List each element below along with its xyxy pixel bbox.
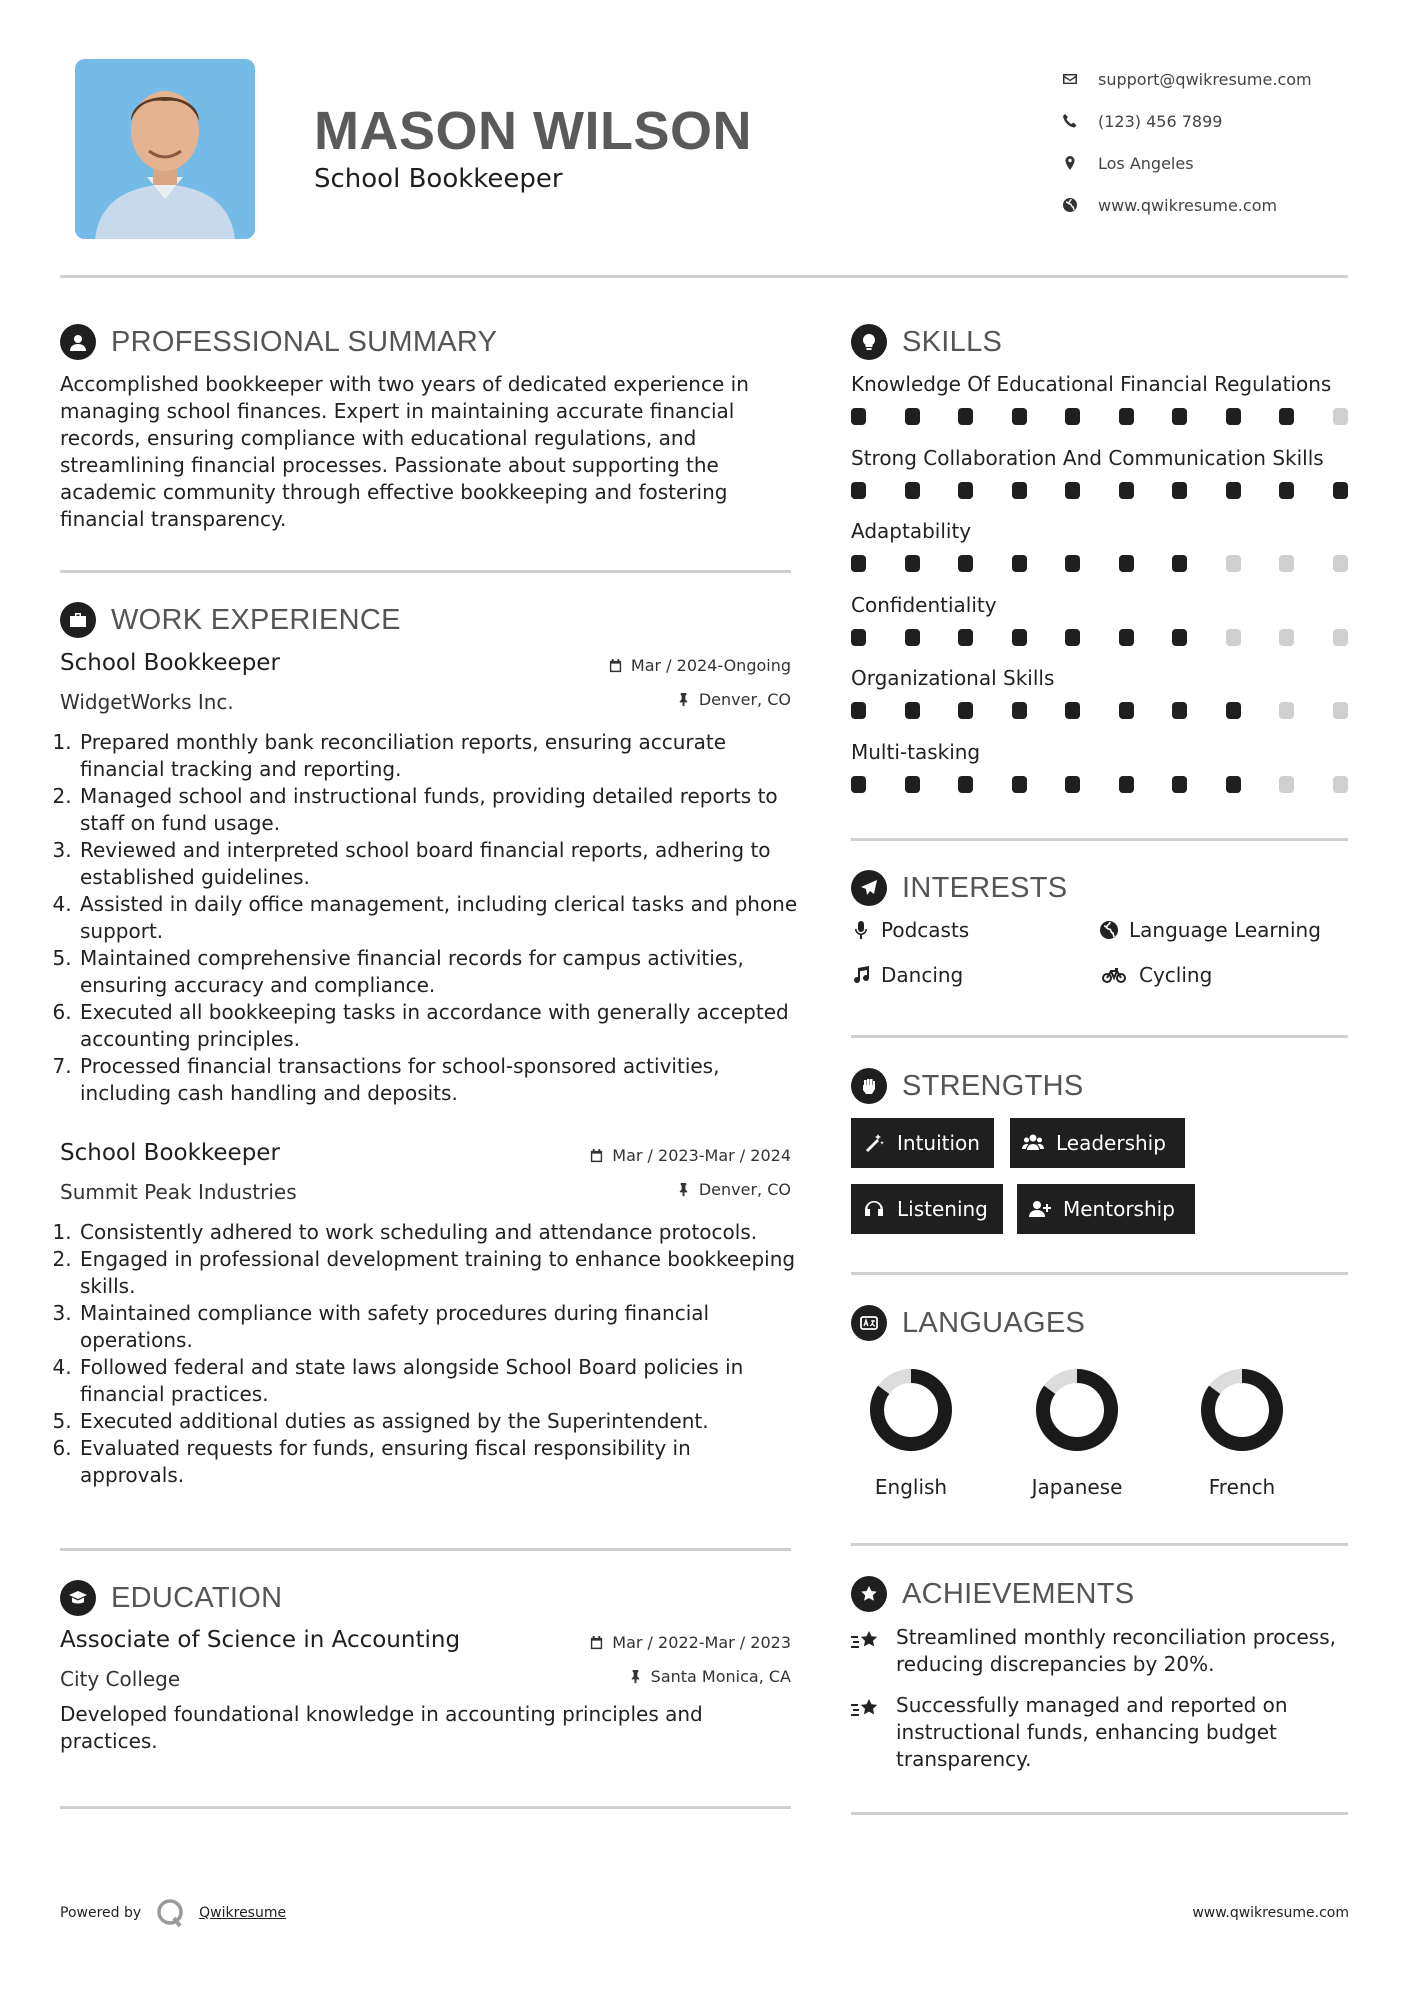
rating-dot: [905, 776, 920, 793]
rating-dot: [905, 555, 920, 572]
rating-dot: [1333, 555, 1348, 572]
strength-label: Leadership: [1056, 1131, 1166, 1155]
rating-dot: [1226, 702, 1241, 719]
strengths-heading: [851, 1068, 1084, 1104]
microphone-icon: [851, 920, 871, 940]
language-name: English: [874, 1475, 948, 1499]
contact-email[interactable]: [1062, 58, 1312, 100]
strengths-divider: [851, 1272, 1348, 1275]
rating-dot: [1279, 702, 1294, 719]
skills-heading: [851, 324, 1002, 360]
contact-website-text: www.qwikresume.com: [1098, 195, 1278, 215]
email-icon: [1062, 71, 1098, 87]
skill-rating: [851, 702, 1348, 719]
achievement-text: Streamlined monthly reconciliation process, reducing discrepancies by 20%.: [896, 1625, 1336, 1676]
calendar-icon: [589, 1148, 604, 1163]
rating-dot: [1172, 776, 1187, 793]
skill-item: [851, 666, 1348, 719]
job-date: [589, 1146, 791, 1165]
qwikresume-link[interactable]: Qwikresume: [199, 1905, 287, 1921]
location-icon: [1062, 155, 1098, 171]
language-proficiency-ring: [1197, 1365, 1287, 1455]
pin-icon: [676, 692, 691, 707]
graduation-icon: [60, 1580, 96, 1616]
rating-dot: [1333, 776, 1348, 793]
summary-heading-text: PROFESSIONAL SUMMARY: [111, 325, 498, 358]
rating-dot: [1172, 629, 1187, 646]
rating-dot: [851, 555, 866, 572]
globe-icon: [1099, 920, 1119, 940]
job-title: School Bookkeeper: [60, 650, 280, 676]
users-icon: [1022, 1132, 1044, 1154]
strength-tag: [1017, 1184, 1195, 1234]
paper-plane-icon: [851, 870, 887, 906]
duty-item: 4. Assisted in daily office management, including clerical tasks and phone support.: [78, 891, 800, 945]
duty-item: 3. Maintained compliance with safety procedures during financial operations.: [78, 1300, 800, 1354]
candidate-title: School Bookkeeper: [314, 164, 563, 194]
strength-label: Mentorship: [1063, 1197, 1175, 1221]
powered-by-text: Powered by: [60, 1905, 142, 1921]
rating-dot: [851, 702, 866, 719]
rating-dot: [958, 555, 973, 572]
job-location: [676, 690, 791, 709]
rating-dot: [1012, 702, 1027, 719]
skill-rating: [851, 482, 1348, 499]
rating-dot: [1279, 482, 1294, 499]
job-location-text: Denver, CO: [698, 690, 791, 709]
rating-dot: [958, 702, 973, 719]
rating-dot: [1172, 482, 1187, 499]
language-proficiency-ring: [1032, 1365, 1122, 1455]
school-name: City College: [60, 1667, 181, 1691]
duty-item: 5. Executed additional duties as assigned by the Superintendent.: [78, 1408, 800, 1435]
interest-item: [1099, 963, 1212, 987]
rating-dot: [1172, 702, 1187, 719]
skill-item: [851, 372, 1348, 425]
skill-rating: [851, 629, 1348, 646]
calendar-icon: [589, 1635, 604, 1650]
language-item: [851, 1365, 971, 1499]
education-location-text: Santa Monica, CA: [650, 1667, 791, 1686]
rating-dot: [1012, 408, 1027, 425]
rating-dot: [851, 629, 866, 646]
language-name: French: [1208, 1475, 1276, 1499]
education-date-text: Mar / 2022-Mar / 2023: [612, 1633, 791, 1652]
strength-label: Intuition: [897, 1131, 980, 1155]
skill-rating: [851, 408, 1348, 425]
rating-dot: [1119, 776, 1134, 793]
rating-dot: [1226, 555, 1241, 572]
skill-item: [851, 446, 1348, 499]
fist-icon: [851, 1068, 887, 1104]
language-item: [1017, 1365, 1137, 1499]
achievements-heading-text: ACHIEVEMENTS: [902, 1577, 1135, 1610]
rating-dot: [1226, 482, 1241, 499]
rating-dot: [1012, 555, 1027, 572]
headphones-icon: [863, 1198, 885, 1220]
briefcase-icon: [60, 602, 96, 638]
interest-label: Dancing: [881, 963, 964, 987]
rating-dot: [1065, 776, 1080, 793]
rating-dot: [1226, 408, 1241, 425]
summary-text: Accomplished bookkeeper with two years of dedicated experience in managing school finances. Expert in maintaining accurate financial records, ensuring compliance with educational regulations, and streamlining financial processes. Passionate about supporting the academic community through effective bookkeeping and fostering financial transparency.: [60, 372, 749, 531]
rating-dot: [1119, 408, 1134, 425]
star-icon: [851, 1624, 896, 1678]
strengths-heading-text: STRENGTHS: [902, 1069, 1084, 1102]
strength-label: Listening: [897, 1197, 988, 1221]
rating-dot: [1279, 776, 1294, 793]
duty-item: 7. Processed financial transactions for school-sponsored activities, including cash handling and deposits.: [78, 1053, 800, 1107]
footer-powered-by: [60, 1898, 286, 1928]
rating-dot: [1279, 555, 1294, 572]
rating-dot: [1226, 776, 1241, 793]
music-icon: [851, 965, 871, 985]
duty-item: 5. Maintained comprehensive financial records for campus activities, ensuring accuracy and compliance.: [78, 945, 800, 999]
candidate-name: MASON WILSON: [314, 101, 752, 161]
languages-divider: [851, 1543, 1348, 1546]
education-date: [589, 1633, 791, 1652]
rating-dot: [1065, 629, 1080, 646]
rating-dot: [905, 702, 920, 719]
rating-dot: [1172, 408, 1187, 425]
user-plus-icon: [1029, 1198, 1051, 1220]
interest-item: [851, 918, 969, 942]
qwikresume-logo: [155, 1898, 185, 1928]
interest-label: Podcasts: [881, 918, 970, 942]
interest-item: [851, 963, 963, 987]
rating-dot: [905, 408, 920, 425]
skill-item: [851, 593, 1348, 646]
rating-dot: [1119, 629, 1134, 646]
rating-dot: [958, 629, 973, 646]
skill-name: Adaptability: [851, 519, 972, 543]
rating-dot: [905, 629, 920, 646]
rating-dot: [851, 482, 866, 499]
contact-location-text: Los Angeles: [1098, 153, 1194, 173]
job-date-text: Mar / 2023-Mar / 2024: [612, 1146, 791, 1165]
rating-dot: [1172, 555, 1187, 572]
skill-name: Organizational Skills: [851, 666, 1055, 690]
rating-dot: [1065, 482, 1080, 499]
contact-email-text: support@qwikresume.com: [1098, 69, 1312, 89]
skills-heading-text: SKILLS: [902, 325, 1003, 358]
rating-dot: [958, 482, 973, 499]
star-badge-icon: [851, 1576, 887, 1612]
header-divider: [60, 275, 1348, 278]
pin-icon: [676, 1182, 691, 1197]
contact-phone-text: (123) 456 7899: [1098, 111, 1223, 131]
strength-tag: [851, 1184, 1003, 1234]
interest-label: Cycling: [1139, 963, 1213, 987]
language-icon: [851, 1305, 887, 1341]
rating-dot: [1226, 629, 1241, 646]
skill-name: Multi-tasking: [851, 739, 981, 764]
job-entry: [60, 650, 791, 714]
skill-item: [851, 740, 1348, 793]
summary-heading: [60, 324, 497, 360]
interests-heading: [851, 870, 1067, 906]
rating-dot: [958, 408, 973, 425]
job-location-text: Denver, CO: [698, 1180, 791, 1199]
languages-heading-text: LANGUAGES: [902, 1306, 1086, 1339]
job-location: [676, 1180, 791, 1199]
rating-dot: [1012, 482, 1027, 499]
rating-dot: [851, 408, 866, 425]
duty-item: 3. Reviewed and interpreted school board financial reports, adhering to established guidelines.: [78, 837, 800, 891]
duty-item: 6. Executed all bookkeeping tasks in accordance with generally accepted accounting principles.: [78, 999, 800, 1053]
pin-icon: [628, 1669, 643, 1684]
education-divider: [60, 1806, 791, 1809]
rating-dot: [1065, 555, 1080, 572]
job-company: WidgetWorks Inc.: [60, 690, 234, 714]
rating-dot: [1012, 776, 1027, 793]
education-heading-text: EDUCATION: [111, 1581, 283, 1614]
interests-divider: [851, 1035, 1348, 1038]
rating-dot: [1279, 629, 1294, 646]
skill-name: Confidentiality: [851, 592, 997, 617]
user-icon: [60, 324, 96, 360]
interests-heading-text: INTERESTS: [902, 871, 1068, 904]
rating-dot: [1333, 408, 1348, 425]
contact-list: [1062, 58, 1312, 226]
calendar-icon: [608, 658, 623, 673]
magic-wand-icon: [863, 1132, 885, 1154]
summary-divider: [60, 570, 791, 573]
strength-tag: [851, 1118, 994, 1168]
duty-item: 2. Managed school and instructional funds, providing detailed reports to staff on fund usage.: [78, 783, 800, 837]
job-date: [608, 656, 791, 675]
languages-heading: [851, 1305, 1085, 1341]
profile-photo: [75, 59, 255, 239]
achievement-text: Successfully managed and reported on instructional funds, enhancing budget transparency.: [896, 1693, 1288, 1771]
job-date-text: Mar / 2024-Ongoing: [630, 656, 791, 675]
achievement-item: [851, 1624, 1351, 1678]
skill-rating: [851, 776, 1348, 793]
rating-dot: [958, 776, 973, 793]
lightbulb-icon: [851, 324, 887, 360]
footer-website[interactable]: www.qwikresume.com: [1192, 1905, 1349, 1921]
rating-dot: [1333, 482, 1348, 499]
rating-dot: [1333, 702, 1348, 719]
contact-phone[interactable]: [1062, 100, 1312, 142]
bicycle-icon: [1099, 965, 1129, 985]
phone-icon: [1062, 113, 1098, 129]
achievement-item: [851, 1692, 1351, 1773]
contact-website[interactable]: [1062, 184, 1312, 226]
skill-item: [851, 519, 1348, 572]
rating-dot: [1119, 555, 1134, 572]
duty-item: 1. Prepared monthly bank reconciliation reports, ensuring accurate financial tracking and reporting.: [78, 729, 800, 783]
achievements-divider: [851, 1812, 1348, 1815]
rating-dot: [1279, 408, 1294, 425]
duty-item: 2. Engaged in professional development training to enhance bookkeeping skills.: [78, 1246, 800, 1300]
rating-dot: [1333, 629, 1348, 646]
language-item: [1182, 1365, 1302, 1499]
education-location: [628, 1667, 791, 1686]
rating-dot: [851, 776, 866, 793]
interest-item: [1099, 918, 1321, 942]
duty-item: 6. Evaluated requests for funds, ensuring fiscal responsibility in approvals.: [78, 1435, 800, 1489]
rating-dot: [905, 482, 920, 499]
education-entry: [60, 1627, 791, 1691]
star-icon: [851, 1692, 896, 1773]
rating-dot: [1119, 482, 1134, 499]
skill-rating: [851, 555, 1348, 572]
degree-title: Associate of Science in Accounting: [60, 1627, 461, 1653]
contact-location: [1062, 142, 1312, 184]
experience-heading: [60, 602, 401, 638]
strength-tag: [1010, 1118, 1185, 1168]
job-company: Summit Peak Industries: [60, 1180, 297, 1204]
job-duties: [60, 729, 800, 1107]
duty-item: 4. Followed federal and state laws alongside School Board policies in financial practices.: [78, 1354, 800, 1408]
globe-icon: [1062, 197, 1098, 213]
experience-divider: [60, 1548, 791, 1551]
skills-divider: [851, 838, 1348, 841]
duty-item: 1. Consistently adhered to work scheduling and attendance protocols.: [78, 1219, 800, 1246]
interest-label: Language Learning: [1129, 918, 1321, 942]
job-title: School Bookkeeper: [60, 1140, 280, 1166]
skill-name: Knowledge Of Educational Financial Regulations: [851, 372, 1332, 396]
rating-dot: [1119, 702, 1134, 719]
education-description: Developed foundational knowledge in accounting principles and practices.: [60, 1702, 703, 1753]
education-heading: [60, 1580, 282, 1616]
rating-dot: [1012, 629, 1027, 646]
achievements-heading: [851, 1576, 1134, 1612]
language-proficiency-ring: [866, 1365, 956, 1455]
job-entry: [60, 1140, 791, 1204]
skill-name: Strong Collaboration And Communication Skills: [851, 445, 1324, 470]
job-duties: [60, 1219, 800, 1489]
experience-heading-text: WORK EXPERIENCE: [111, 603, 401, 636]
language-name: Japanese: [1031, 1475, 1123, 1499]
rating-dot: [1065, 702, 1080, 719]
rating-dot: [1065, 408, 1080, 425]
